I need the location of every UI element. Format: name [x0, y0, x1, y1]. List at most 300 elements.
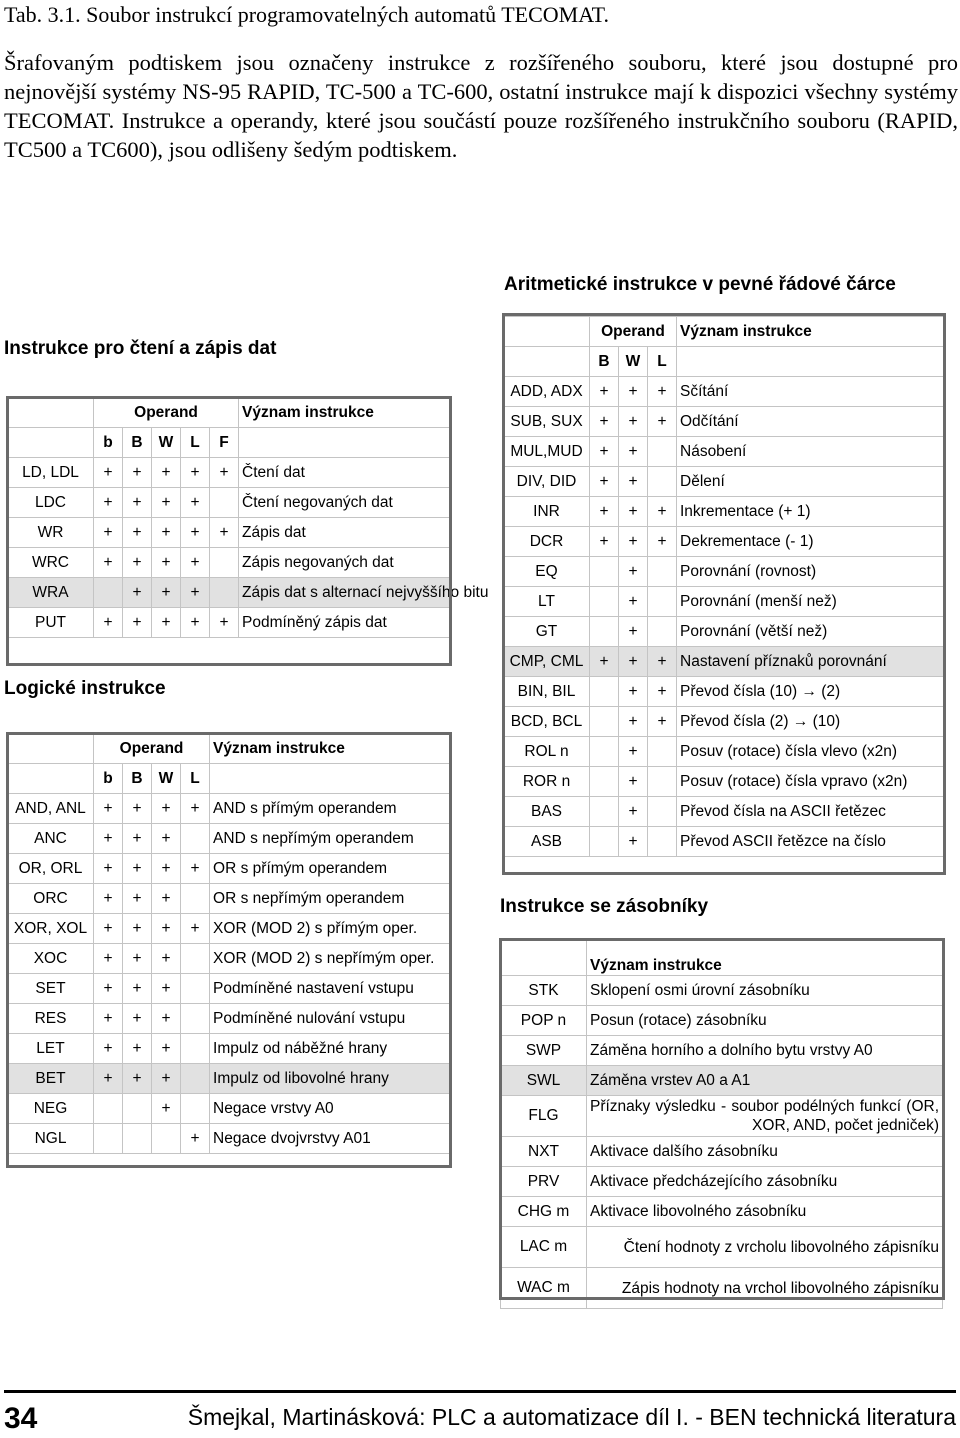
- operand-cell: +: [590, 437, 619, 467]
- read-write-title: Instrukce pro čtení a zápis dat: [4, 338, 277, 359]
- operand-cell: [94, 1094, 123, 1124]
- operand-cell: +: [590, 527, 619, 557]
- header-meaning: Význam instrukce: [210, 734, 451, 764]
- meaning-cell: Podmíněné nulování vstupu: [210, 1004, 451, 1034]
- operand-cell: [590, 677, 619, 707]
- operand-cell: [648, 797, 677, 827]
- meaning-cell: Porovnání (menší než): [677, 587, 944, 617]
- operand-cell: [648, 767, 677, 797]
- op-header: F: [210, 428, 239, 458]
- instr-cell: LD, LDL: [8, 458, 94, 488]
- instr-cell: PRV: [501, 1167, 587, 1197]
- meaning-cell: Převod ASCII řetězce na číslo: [677, 827, 944, 857]
- instr-cell: DIV, DID: [504, 467, 590, 497]
- meaning-cell: Násobení: [677, 437, 944, 467]
- operand-cell: [590, 797, 619, 827]
- table-row: [8, 974, 451, 1004]
- operand-cell: [181, 884, 210, 914]
- meaning-cell: Záměna vrstev A0 a A1: [587, 1066, 943, 1096]
- operand-cell: [123, 1094, 152, 1124]
- instr-cell: NGL: [8, 1124, 94, 1154]
- instr-cell: STK: [501, 976, 587, 1006]
- operand-cell: +: [590, 467, 619, 497]
- operand-cell: +: [123, 488, 152, 518]
- table-row: [501, 1006, 943, 1036]
- table-row: [504, 377, 944, 407]
- intro-paragraph: Šrafovaným podtiskem jsou označeny instrukce z rozšířeného souboru, které jsou dostupné pro nejnovější systémy NS-95 RAPID, TC-500 a TC-600, ostatní instrukce mají k dispozici všechny systémy TECOMAT. Instrukce a operandy, které jsou součástí pouze rozšířeného instrukčního souboru (RAPID, TC500 a TC600), jsou odlišeny šedým podtiskem.: [4, 50, 958, 162]
- table-row: [8, 1004, 451, 1034]
- table-row: [8, 458, 451, 488]
- operand-cell: +: [94, 944, 123, 974]
- table-row: [501, 1066, 943, 1096]
- operand-cell: +: [181, 488, 210, 518]
- instr-cell: GT: [504, 617, 590, 647]
- operand-cell: +: [619, 557, 648, 587]
- operand-cell: +: [152, 458, 181, 488]
- table-row: [8, 944, 451, 974]
- operand-cell: [181, 1064, 210, 1094]
- meaning-cell: Zápis dat: [239, 518, 451, 548]
- operand-cell: +: [123, 578, 152, 608]
- operand-cell: [590, 557, 619, 587]
- operand-cell: [181, 824, 210, 854]
- instr-cell: BCD, BCL: [504, 707, 590, 737]
- table-row: [504, 617, 944, 647]
- header-blank: [504, 347, 590, 377]
- table-row: [501, 1036, 943, 1066]
- op-header: b: [94, 764, 123, 794]
- table-row: [8, 1094, 451, 1124]
- table-row: [8, 488, 451, 518]
- instr-cell: FLG: [501, 1096, 587, 1137]
- instr-cell: WAC m: [501, 1268, 587, 1309]
- header-blank: [677, 347, 944, 377]
- operand-cell: +: [152, 914, 181, 944]
- operand-cell: +: [123, 458, 152, 488]
- operand-cell: +: [94, 914, 123, 944]
- instr-cell: AND, ANL: [8, 794, 94, 824]
- operand-cell: +: [152, 518, 181, 548]
- operand-cell: +: [152, 974, 181, 1004]
- meaning-cell: Posuv (rotace) čísla vpravo (x2n): [677, 767, 944, 797]
- operand-cell: +: [619, 377, 648, 407]
- operand-cell: +: [152, 1094, 181, 1124]
- table-row: [8, 794, 451, 824]
- op-header: B: [123, 428, 152, 458]
- instr-cell: INR: [504, 497, 590, 527]
- table-row: [504, 767, 944, 797]
- operand-cell: +: [123, 884, 152, 914]
- table-row: [8, 518, 451, 548]
- operand-cell: [590, 737, 619, 767]
- meaning-cell: Sklopení osmi úrovní zásobníku: [587, 976, 943, 1006]
- table-row: [501, 976, 943, 1006]
- operand-cell: +: [152, 1064, 181, 1094]
- instr-cell: WR: [8, 518, 94, 548]
- operand-cell: +: [590, 407, 619, 437]
- meaning-cell: Posuv (rotace) čísla vlevo (x2n): [677, 737, 944, 767]
- header-blank: [8, 734, 94, 764]
- table-row: [504, 527, 944, 557]
- table-row: [8, 548, 451, 578]
- meaning-cell: Porovnání (rovnost): [677, 557, 944, 587]
- operand-cell: [590, 767, 619, 797]
- header-operand: Operand: [94, 734, 210, 764]
- operand-cell: +: [619, 467, 648, 497]
- operand-cell: +: [123, 824, 152, 854]
- instr-cell: ROR n: [504, 767, 590, 797]
- operand-cell: +: [123, 608, 152, 638]
- operand-cell: [181, 1004, 210, 1034]
- operand-cell: +: [181, 608, 210, 638]
- operand-cell: +: [123, 974, 152, 1004]
- op-header: L: [648, 347, 677, 377]
- operand-cell: +: [152, 578, 181, 608]
- operand-cell: +: [152, 548, 181, 578]
- instr-cell: XOR, XOL: [8, 914, 94, 944]
- operand-cell: +: [152, 1004, 181, 1034]
- operand-cell: +: [123, 944, 152, 974]
- header-meaning: Význam instrukce: [587, 941, 943, 976]
- operand-cell: [590, 707, 619, 737]
- operand-cell: +: [590, 377, 619, 407]
- operand-cell: +: [94, 794, 123, 824]
- meaning-cell: OR s přímým operandem: [210, 854, 451, 884]
- operand-cell: [648, 557, 677, 587]
- instr-cell: DCR: [504, 527, 590, 557]
- table-row: [501, 1137, 943, 1167]
- meaning-cell: Čtení hodnoty z vrcholu libovolného zápisníku: [587, 1227, 943, 1268]
- operand-cell: +: [648, 407, 677, 437]
- operand-cell: [123, 1124, 152, 1154]
- instr-cell: CMP, CML: [504, 647, 590, 677]
- operand-cell: +: [94, 824, 123, 854]
- operand-cell: +: [94, 884, 123, 914]
- meaning-cell: Zápis dat s alternací nejvyššího bitu: [239, 578, 451, 608]
- meaning-cell: Čtení negovaných dat: [239, 488, 451, 518]
- meaning-cell: Převod čísla (10) → (2): [677, 677, 944, 707]
- table-row: [504, 407, 944, 437]
- table-row: [501, 1268, 943, 1309]
- operand-cell: +: [94, 608, 123, 638]
- header-blank: [210, 764, 451, 794]
- operand-cell: +: [123, 1064, 152, 1094]
- table-row: [8, 854, 451, 884]
- operand-cell: +: [94, 974, 123, 1004]
- operand-cell: +: [152, 854, 181, 884]
- table-row: [504, 437, 944, 467]
- instr-cell: SWP: [501, 1036, 587, 1066]
- table-row: [504, 827, 944, 857]
- operand-cell: +: [619, 707, 648, 737]
- operand-cell: [648, 737, 677, 767]
- op-header: W: [619, 347, 648, 377]
- meaning-cell: Impulz od libovolné hrany: [210, 1064, 451, 1094]
- header-meaning: Význam instrukce: [677, 317, 944, 347]
- meaning-cell: Dekrementace (- 1): [677, 527, 944, 557]
- meaning-cell: Sčítání: [677, 377, 944, 407]
- table-row: [8, 1034, 451, 1064]
- arith-title: Aritmetické instrukce v pevné řádové čárce: [504, 274, 896, 295]
- operand-cell: [181, 944, 210, 974]
- operand-cell: +: [181, 794, 210, 824]
- read-write-table: [7, 397, 489, 638]
- operand-cell: +: [123, 854, 152, 884]
- meaning-cell: Aktivace předcházejícího zásobníku: [587, 1167, 943, 1197]
- operand-cell: +: [94, 488, 123, 518]
- table-row: [501, 1227, 943, 1268]
- meaning-cell: Odčítání: [677, 407, 944, 437]
- page-number: 34: [4, 1402, 38, 1435]
- operand-cell: [94, 578, 123, 608]
- operand-cell: [181, 1034, 210, 1064]
- operand-cell: [210, 578, 239, 608]
- meaning-cell: Negace vrstvy A0: [210, 1094, 451, 1124]
- header-blank: [504, 317, 590, 347]
- operand-cell: +: [619, 737, 648, 767]
- stack-title: Instrukce se zásobníky: [500, 896, 709, 917]
- instr-cell: SWL: [501, 1066, 587, 1096]
- instr-cell: BAS: [504, 797, 590, 827]
- operand-cell: [210, 488, 239, 518]
- table-row: [8, 1124, 451, 1154]
- table-row: [8, 914, 451, 944]
- meaning-cell: XOR (MOD 2) s přímým oper.: [210, 914, 451, 944]
- meaning-cell: Inkrementace (+ 1): [677, 497, 944, 527]
- header-operand: Operand: [590, 317, 677, 347]
- operand-cell: +: [619, 797, 648, 827]
- meaning-cell: AND s přímým operandem: [210, 794, 451, 824]
- table-row: [504, 467, 944, 497]
- operand-cell: +: [619, 767, 648, 797]
- op-header: L: [181, 428, 210, 458]
- operand-cell: +: [123, 794, 152, 824]
- meaning-cell: Impulz od náběžné hrany: [210, 1034, 451, 1064]
- meaning-cell: Posun (rotace) zásobníku: [587, 1006, 943, 1036]
- operand-cell: [590, 587, 619, 617]
- operand-cell: [648, 437, 677, 467]
- operand-cell: [648, 587, 677, 617]
- operand-cell: [648, 617, 677, 647]
- operand-cell: +: [123, 1034, 152, 1064]
- instr-cell: LET: [8, 1034, 94, 1064]
- operand-cell: +: [619, 617, 648, 647]
- instr-cell: ASB: [504, 827, 590, 857]
- meaning-cell: Záměna horního a dolního bytu vrstvy A0: [587, 1036, 943, 1066]
- instr-cell: NXT: [501, 1137, 587, 1167]
- operand-cell: [152, 1124, 181, 1154]
- table-row: [504, 587, 944, 617]
- operand-cell: +: [181, 518, 210, 548]
- logic-title: Logické instrukce: [4, 678, 166, 699]
- meaning-cell: Čtení dat: [239, 458, 451, 488]
- operand-cell: +: [94, 518, 123, 548]
- operand-cell: [181, 1094, 210, 1124]
- op-header: b: [94, 428, 123, 458]
- meaning-cell: Porovnání (větší než): [677, 617, 944, 647]
- operand-cell: +: [181, 578, 210, 608]
- operand-cell: +: [619, 587, 648, 617]
- operand-cell: +: [94, 548, 123, 578]
- stack-table: [500, 940, 943, 1309]
- operand-cell: +: [152, 608, 181, 638]
- instr-cell: OR, ORL: [8, 854, 94, 884]
- operand-cell: [648, 827, 677, 857]
- header-blank: [8, 764, 94, 794]
- operand-cell: +: [181, 854, 210, 884]
- table-row: [8, 1064, 451, 1094]
- instr-cell: LDC: [8, 488, 94, 518]
- meaning-cell: Nastavení příznaků porovnání: [677, 647, 944, 677]
- instr-cell: ROL n: [504, 737, 590, 767]
- operand-cell: +: [94, 1034, 123, 1064]
- operand-cell: +: [94, 1004, 123, 1034]
- instr-cell: SET: [8, 974, 94, 1004]
- operand-cell: +: [181, 914, 210, 944]
- op-header: W: [152, 764, 181, 794]
- table-row: [504, 677, 944, 707]
- table-row: [8, 884, 451, 914]
- operand-cell: +: [619, 827, 648, 857]
- header-operand: Operand: [94, 398, 239, 428]
- table-row: [504, 497, 944, 527]
- instr-cell: BIN, BIL: [504, 677, 590, 707]
- logic-table: [7, 733, 451, 1154]
- operand-cell: +: [619, 407, 648, 437]
- header-blank: [239, 428, 451, 458]
- instr-cell: ADD, ADX: [504, 377, 590, 407]
- header-blank: [8, 398, 94, 428]
- operand-cell: +: [123, 1004, 152, 1034]
- operand-cell: [590, 827, 619, 857]
- meaning-cell: OR s nepřímým operandem: [210, 884, 451, 914]
- op-header: L: [181, 764, 210, 794]
- instr-cell: LAC m: [501, 1227, 587, 1268]
- instr-cell: LT: [504, 587, 590, 617]
- operand-cell: +: [210, 608, 239, 638]
- operand-cell: [94, 1124, 123, 1154]
- operand-cell: +: [181, 1124, 210, 1154]
- operand-cell: +: [619, 677, 648, 707]
- meaning-cell: XOR (MOD 2) s nepřímým oper.: [210, 944, 451, 974]
- operand-cell: +: [590, 497, 619, 527]
- instr-cell: SUB, SUX: [504, 407, 590, 437]
- instr-cell: XOC: [8, 944, 94, 974]
- op-header: B: [123, 764, 152, 794]
- operand-cell: +: [152, 794, 181, 824]
- instr-cell: ORC: [8, 884, 94, 914]
- operand-cell: +: [210, 458, 239, 488]
- operand-cell: +: [590, 647, 619, 677]
- operand-cell: +: [648, 707, 677, 737]
- operand-cell: +: [648, 497, 677, 527]
- operand-cell: +: [619, 527, 648, 557]
- operand-cell: +: [648, 377, 677, 407]
- table-row: [501, 1167, 943, 1197]
- operand-cell: +: [648, 677, 677, 707]
- table-row: [504, 647, 944, 677]
- instr-cell: BET: [8, 1064, 94, 1094]
- meaning-cell: Převod čísla (2) → (10): [677, 707, 944, 737]
- arith-table: [503, 316, 944, 857]
- operand-cell: +: [152, 884, 181, 914]
- instr-cell: ANC: [8, 824, 94, 854]
- meaning-cell: Podmíněné nastavení vstupu: [210, 974, 451, 1004]
- operand-cell: +: [619, 497, 648, 527]
- meaning-cell: Aktivace dalšího zásobníku: [587, 1137, 943, 1167]
- table-row: [504, 797, 944, 827]
- operand-cell: +: [152, 1034, 181, 1064]
- operand-cell: +: [152, 824, 181, 854]
- table-caption: Tab. 3.1. Soubor instrukcí programovatelných automatů TECOMAT.: [4, 2, 609, 27]
- instr-cell: WRA: [8, 578, 94, 608]
- operand-cell: +: [648, 647, 677, 677]
- operand-cell: +: [619, 437, 648, 467]
- header-meaning: Význam instrukce: [239, 398, 451, 428]
- instr-cell: MUL,MUD: [504, 437, 590, 467]
- instr-cell: WRC: [8, 548, 94, 578]
- op-header: B: [590, 347, 619, 377]
- meaning-cell: AND s nepřímým operandem: [210, 824, 451, 854]
- operand-cell: +: [123, 914, 152, 944]
- operand-cell: +: [94, 1064, 123, 1094]
- header-blank: [8, 428, 94, 458]
- meaning-cell: Zápis negovaných dat: [239, 548, 451, 578]
- instr-cell: POP n: [501, 1006, 587, 1036]
- op-header: W: [152, 428, 181, 458]
- meaning-cell: Podmíněný zápis dat: [239, 608, 451, 638]
- meaning-cell: Zápis hodnoty na vrchol libovolného zápisníku: [587, 1268, 943, 1309]
- operand-cell: +: [619, 647, 648, 677]
- table-row: [8, 608, 451, 638]
- operand-cell: +: [94, 458, 123, 488]
- operand-cell: +: [181, 548, 210, 578]
- table-row: [501, 1197, 943, 1227]
- operand-cell: [648, 467, 677, 497]
- operand-cell: [590, 617, 619, 647]
- meaning-cell: Aktivace libovolného zásobníku: [587, 1197, 943, 1227]
- meaning-cell: Příznaky výsledku - soubor podélných funkcí (OR, XOR, AND, počet jedniček): [587, 1096, 943, 1137]
- header-blank: [501, 941, 587, 976]
- operand-cell: +: [152, 944, 181, 974]
- table-row: [501, 1096, 943, 1137]
- operand-cell: +: [123, 518, 152, 548]
- operand-cell: +: [210, 518, 239, 548]
- operand-cell: [210, 548, 239, 578]
- operand-cell: [181, 974, 210, 1004]
- instr-cell: EQ: [504, 557, 590, 587]
- footer-rule: [4, 1390, 956, 1393]
- table-row: [8, 824, 451, 854]
- operand-cell: +: [123, 548, 152, 578]
- table-row: [504, 557, 944, 587]
- operand-cell: +: [152, 488, 181, 518]
- instr-cell: RES: [8, 1004, 94, 1034]
- meaning-cell: Negace dvojvrstvy A01: [210, 1124, 451, 1154]
- operand-cell: +: [181, 458, 210, 488]
- instr-cell: NEG: [8, 1094, 94, 1124]
- table-row: [8, 578, 451, 608]
- meaning-cell: Dělení: [677, 467, 944, 497]
- operand-cell: +: [94, 854, 123, 884]
- table-row: [504, 707, 944, 737]
- instr-cell: PUT: [8, 608, 94, 638]
- footer-text: Šmejkal, Martinásková: PLC a automatizace díl I. - BEN technická literatura: [187, 1404, 956, 1430]
- instr-cell: CHG m: [501, 1197, 587, 1227]
- operand-cell: +: [648, 527, 677, 557]
- table-row: [504, 737, 944, 767]
- meaning-cell: Převod čísla na ASCII řetězec: [677, 797, 944, 827]
